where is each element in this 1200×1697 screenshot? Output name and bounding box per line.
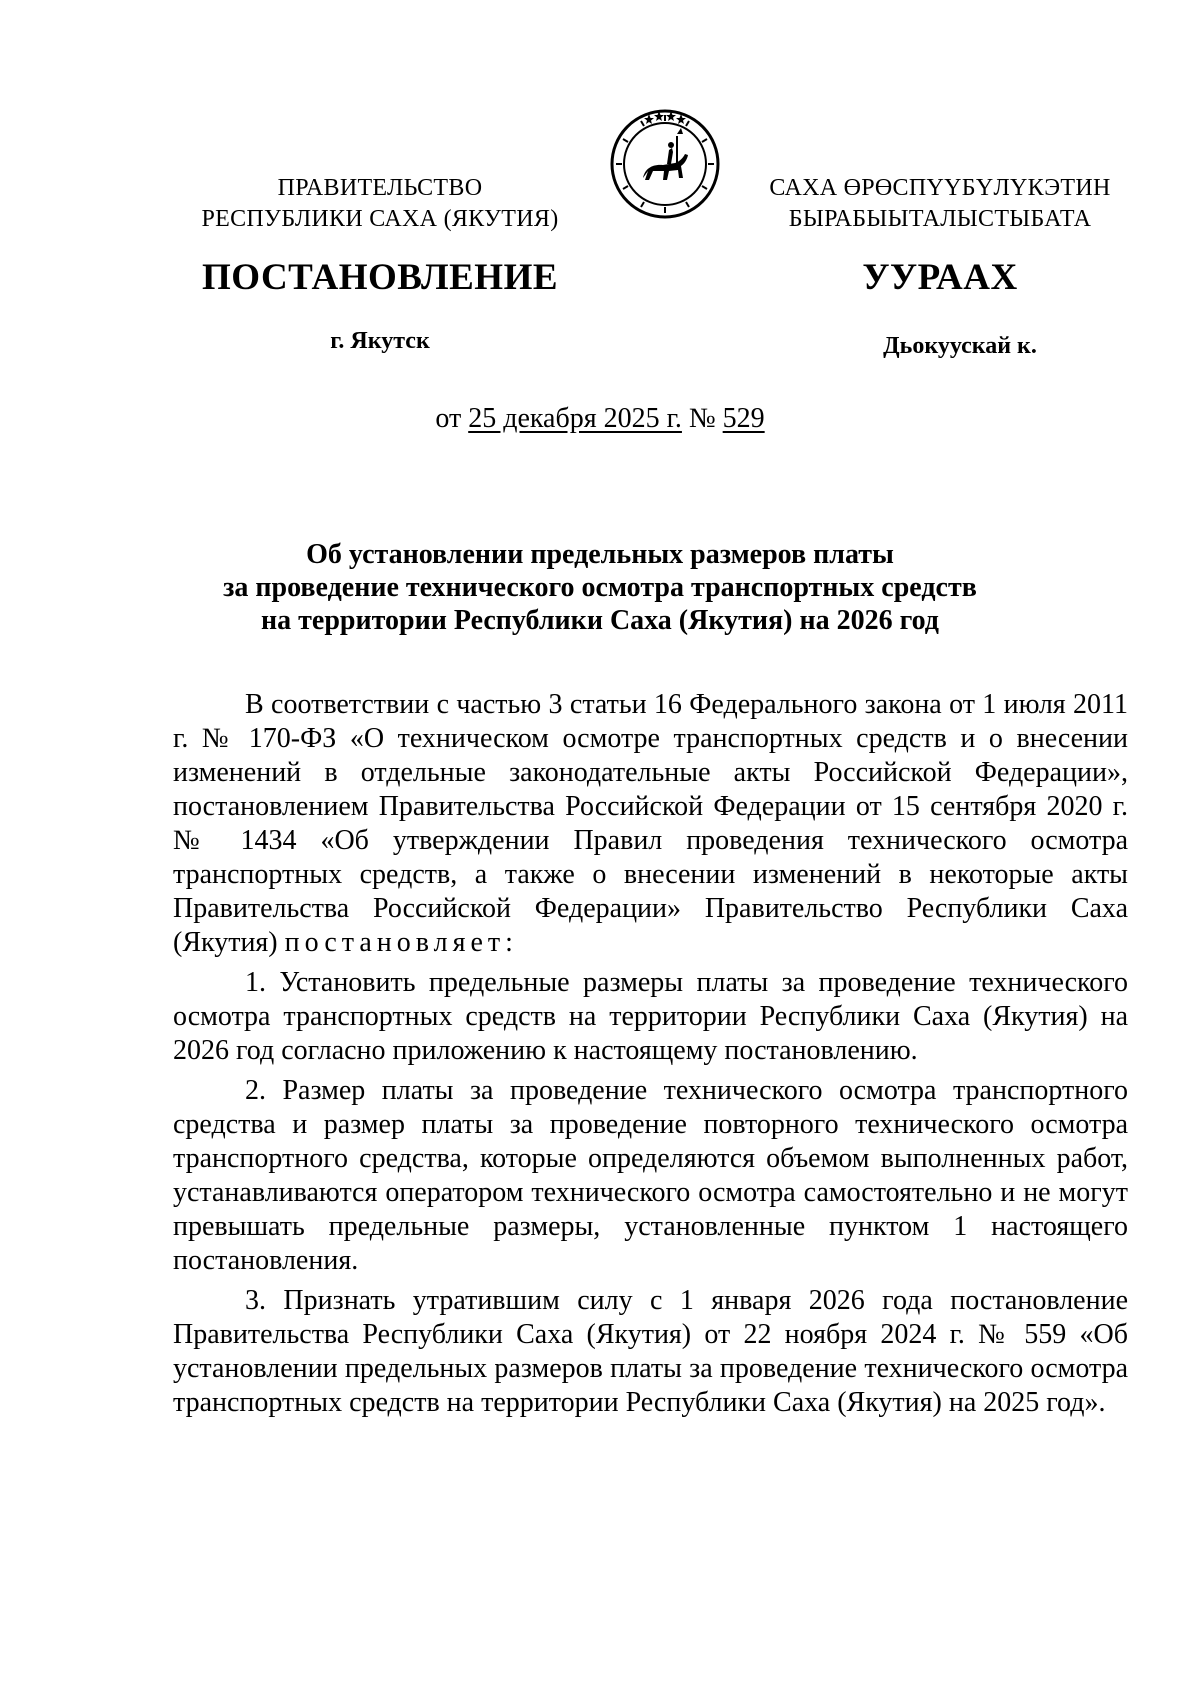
preamble-text: В соответствии с частью 3 статьи 16 Федерального закона от 1 июля 2011 г. № 170-ФЗ «О техническом осмотре транспортных средств и о внесении изменений в отдельные законодательные акты Российской Федерации», постановлением Правительства Российской Федерации от 15 сентября 2020 г. № 1434 «Об утверждении Правил проведения технического осмотра транспортных средств, а также о внесении изменений в некоторые акты Правительства Российской Федерации» Правительство Республики Саха (Якутия) — [173, 689, 1128, 958]
preamble-paragraph — [173, 688, 1128, 960]
org-right-line1: САХА ӨРӨСПҮҮБҮЛҮКЭТИН — [769, 175, 1111, 201]
doctype-sakha: УУРААХ — [862, 257, 1018, 298]
date-number-line — [0, 403, 1200, 435]
government-name-sakha — [750, 173, 1130, 235]
city-sakha: Дьокуускай к. — [883, 333, 1037, 359]
coat-of-arms-emblem-icon — [609, 108, 721, 220]
org-right-line2: БЫРАБЫЫТАЛЫСТЫБАТА — [788, 206, 1092, 232]
item-3: 3. Признать утратившим силу с 1 января 2026 года постановление Правительства Республики Саха (Якутия) от 22 ноября 2024 г. № 559 «Об установлении предельных размеров платы за проведение технического осмотра транспортных средств на территории Республики Саха (Якутия) на 2025 год». — [173, 1285, 1128, 1418]
document-date: 25 декабря 2025 г. — [468, 403, 682, 434]
government-name-russian — [180, 173, 580, 235]
doctype-russian: ПОСТАНОВЛЕНИЕ — [201, 257, 559, 298]
org-left-line1: ПРАВИТЕЛЬСТВО — [277, 175, 483, 201]
number-sign: № — [688, 403, 716, 434]
org-left-line2: РЕСПУБЛИКИ САХА (ЯКУТИЯ) — [201, 206, 559, 232]
title-line3: на территории Республики Саха (Якутия) на 2026 год — [261, 605, 939, 636]
date-prefix: от — [435, 403, 462, 434]
title-line2: за проведение технического осмотра транспортных средств — [223, 572, 977, 603]
document-number: 529 — [722, 403, 765, 434]
city-russian: г. Якутск — [330, 328, 430, 354]
preamble-verb: постановляет: — [284, 927, 518, 958]
item-1: 1. Установить предельные размеры платы за проведение технического осмотра транспортных средств на территории Республики Саха (Якутия) на 2026 год согласно приложению к настоящему постановлению. — [173, 967, 1128, 1066]
document-body — [173, 688, 1128, 1426]
title-line1: Об установлении предельных размеров платы — [306, 539, 894, 570]
item-2: 2. Размер платы за проведение технического осмотра транспортного средства и размер платы за проведение повторного технического осмотра транспортного средства, которые определяются объемом выполненных работ, устанавливаются оператором технического осмотра самостоятельно и не могут превышать предельные размеры, установленные пунктом 1 настоящего постановления. — [173, 1075, 1128, 1276]
document-title — [170, 538, 1030, 637]
